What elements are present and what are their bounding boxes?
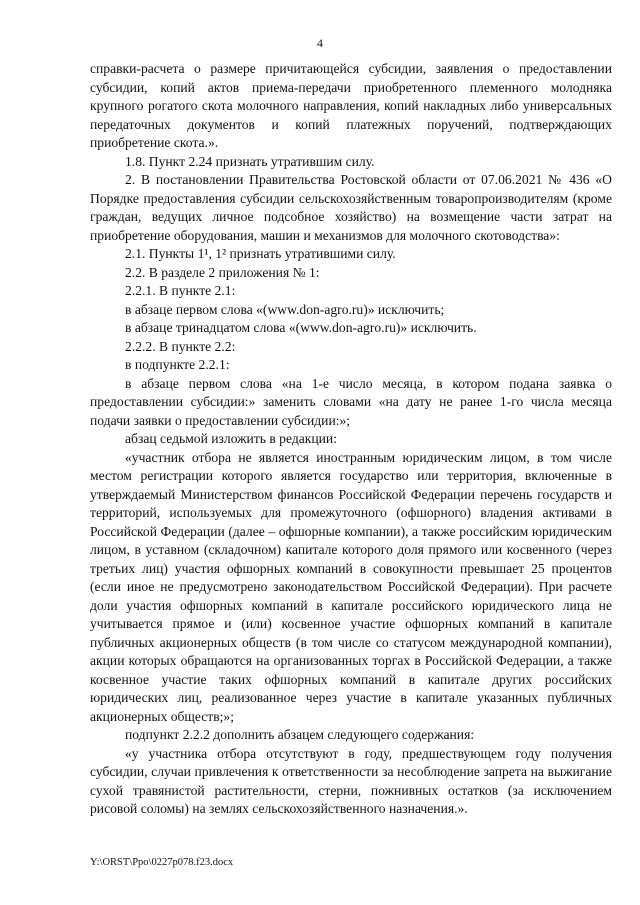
paragraph: в подпункте 2.2.1: — [125, 357, 230, 372]
paragraph: подпункт 2.2.2 дополнить абзацем следующего содержания: — [125, 727, 475, 742]
paragraph: в абзаце тринадцатом слова «(www.don-agro.ru)» исключить. — [125, 320, 477, 335]
paragraph: в абзаце первом слова «(www.don-agro.ru)» исключить; — [125, 301, 445, 317]
paragraph: 2.2.1. В пункте 2.1: — [125, 283, 236, 298]
page-number: 4 — [317, 36, 323, 50]
paragraph: справки-расчета о размере причитающейся субсидии, заявления о предоставлении субсидии, копий актов приема-передачи приобретенного племенного молодняка крупного рогатого скота молочного направления, копий накладных либо универсальных передаточных документов и копий платежных поручений, подтверждающих приобретение скота.». — [90, 61, 612, 150]
file-path-footer: Y:\ORST\Ppo\0227p078.f23.docx — [90, 857, 234, 868]
paragraph: 2.2. В разделе 2 приложения № 1: — [125, 264, 320, 280]
document-body — [90, 60, 612, 819]
paragraph: в абзаце первом слова «на 1-е число месяца, в котором подана заявка о предоставлении субсидии:» заменить словами «на дату не ранее 1-го числа месяца подачи заявки о предоставлении субсидии:»; — [90, 375, 612, 428]
paragraph: 2.2.2. В пункте 2.2: — [125, 338, 236, 354]
paragraph: 2. В постановлении Правительства Ростовской области от 07.06.2021 № 436 «О Порядке предоставления субсидии сельскохозяйственным товаропроизводителям (кроме граждан, ведущих личное подсобное хозяйство) на возмещение части затрат на приобретение оборудования, машин и механизмов для молочного скотоводства»: — [90, 172, 612, 243]
paragraph: 1.8. Пункт 2.24 признать утратившим силу. — [125, 153, 375, 169]
paragraph: «участник отбора не является иностранным юридическим лицом, в том числе местом регистрации которого является государство или территория, включенные в утверждаемый Министерством финансов Российской Федерации перечень государств и территорий, используемых для промежуточного (офшорного) владения активами в Российской Федерации (далее – офшорные компании), а также российским юридическим лицом, в уставном (складочном) капитале которого доля прямого или косвенного (через третьих лиц) участия офшорных компаний в совокупности превышает 25 процентов (если иное не предусмотрено законодательством Российской Федерации). При расчете доли участия офшорных компаний в капитале российского юридического лица не учитывается прямое и (или) косвенное участие офшорных компаний в капитале публичных акционерных обществ (в том числе со статусом международной компании), акции которых обращаются на организованных торгах в Российской Федерации, а также косвенное участие таких офшорных компаний в капитале других российских юридических лиц, реализованное через участие в капитале указанных публичных акционерных обществ;»; — [90, 449, 612, 724]
paragraph: 2.1. Пункты 1¹, 1² признать утратившими силу. — [125, 246, 396, 261]
paragraph: «у участника отбора отсутствуют в году, предшествующем году получения субсидии, случаи привлечения к ответственности за несоблюдение запрета на выжигание сухой травянистой растительности, стерни, пожнивных остатков (за исключением рисовой соломы) на землях сельскохозяйственного назначения.». — [90, 745, 612, 816]
paragraph: абзац седьмой изложить в редакции: — [125, 431, 337, 446]
